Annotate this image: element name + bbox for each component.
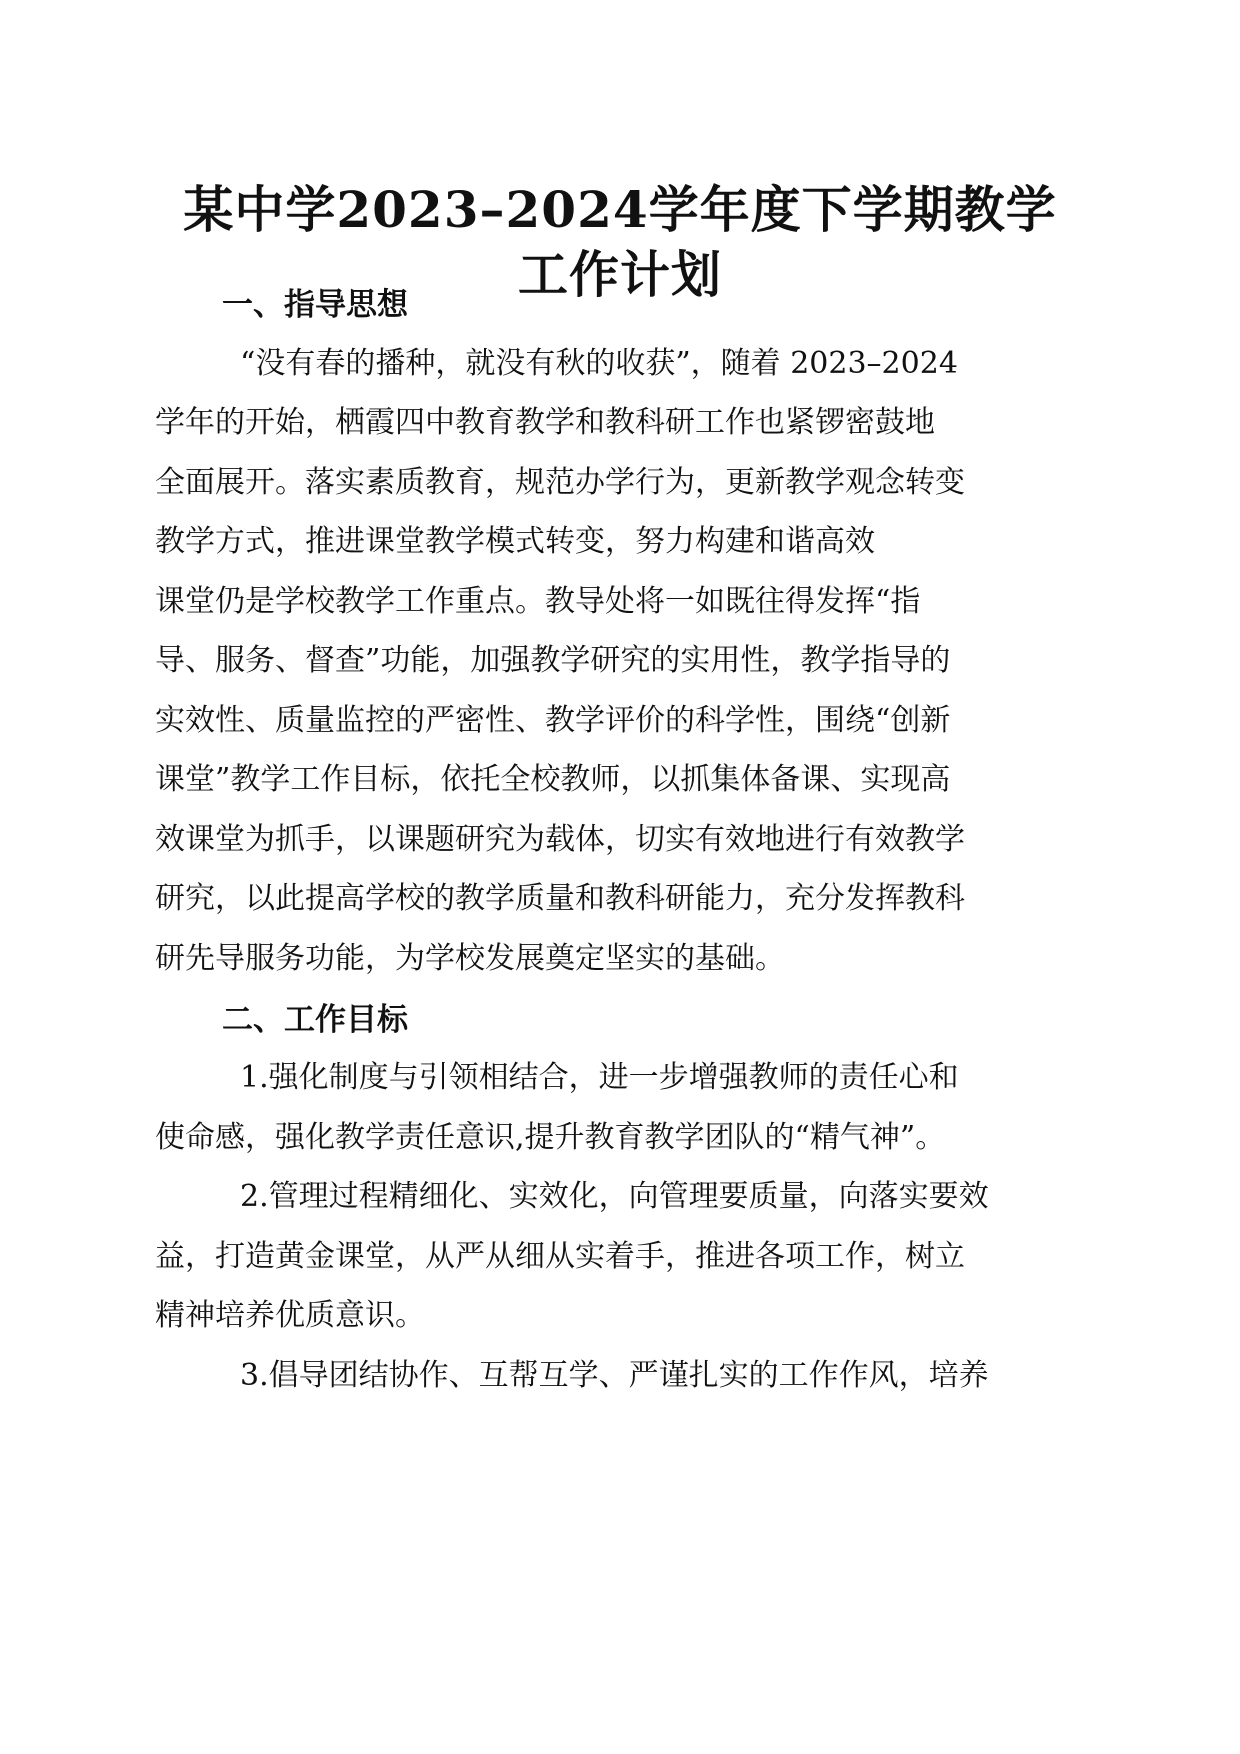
paragraph-line: 研先导服务功能，为学校发展奠定坚实的基础。 [155,941,785,976]
paragraph-line: 效课堂为抓手，以课题研究为载体，切实有效地进行有效教学 [155,822,965,857]
paragraph-line: 使命感，强化教学责任意识,提升教育教学团队的“精气神”。 [155,1120,946,1155]
paragraph-line: 益，打造黄金课堂，从严从细从实着手，推进各项工作，树立 [155,1239,965,1274]
paragraph-line: 学年的开始，栖霞四中教育教学和教科研工作也紧锣密鼓地 [155,405,935,440]
paragraph-line: 研究，以此提高学校的教学质量和教科研能力，充分发挥教科 [155,881,965,916]
document-title-line-2: 工作计划 [518,245,722,304]
paragraph-line: 2.管理过程精细化、实效化，向管理要质量，向落实要效 [240,1179,989,1214]
paragraph-line: 全面展开。落实素质教育，规范办学行为，更新教学观念转变 [155,465,965,500]
paragraph-line: 3.倡导团结协作、互帮互学、严谨扎实的工作作风，培养 [240,1358,989,1393]
paragraph-line: 实效性、质量监控的严密性、教学评价的科学性，围绕“创新 [155,703,951,738]
section-heading-guiding-thought: 一、指导思想 [222,287,408,323]
paragraph-line: 课堂”教学工作目标，依托全校教师，以抓集体备课、实现高 [155,762,951,797]
paragraph-line: 导、服务、督查”功能，加强教学研究的实用性，教学指导的 [155,643,951,678]
paragraph-line: “没有春的播种，就没有秋的收获”，随着 2023–2024 [240,346,958,381]
paragraph-line: 课堂仍是学校教学工作重点。教导处将一如既往得发挥“指 [155,584,921,619]
paragraph-line: 精神培养优质意识。 [155,1298,425,1333]
paragraph-line: 教学方式，推进课堂教学模式转变，努力构建和谐高效 [155,524,875,559]
section-heading-work-goals: 二、工作目标 [222,1002,408,1038]
document-title-line-1: 某中学2023–2024学年度下学期教学 [183,180,1057,239]
paragraph-line: 1.强化制度与引领相结合，进一步增强教师的责任心和 [240,1060,959,1095]
